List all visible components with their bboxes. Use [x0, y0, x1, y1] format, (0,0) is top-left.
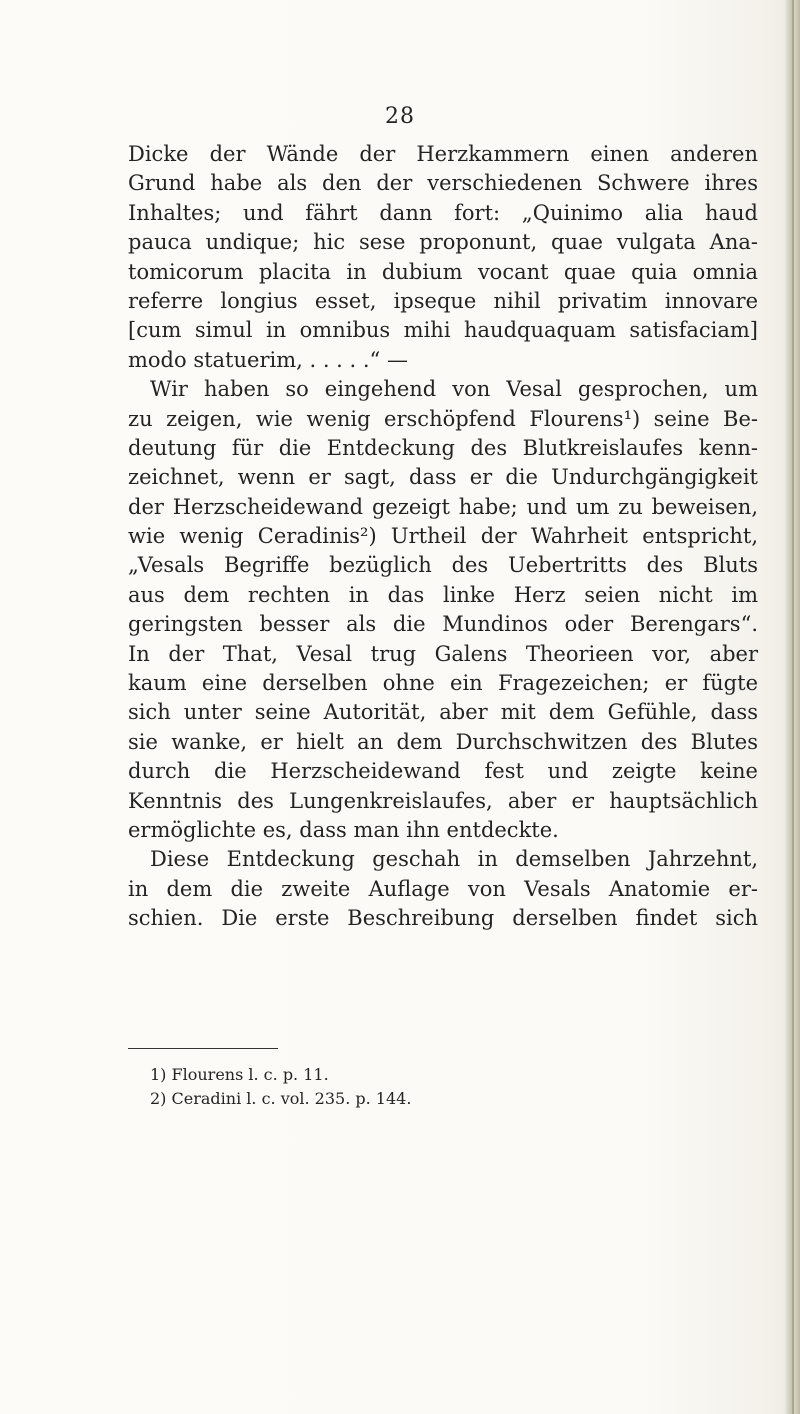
body-text: [128, 140, 758, 934]
footnote-marker: 1): [150, 1065, 167, 1084]
text-line: wie wenig Ceradinis²) Urtheil der Wahrheit entspricht,: [128, 524, 758, 549]
text-line: pauca undique; hic sese proponunt, quae vulgata Ana-: [128, 230, 758, 255]
footnote-separator: [128, 1048, 278, 1049]
text-line: Kenntnis des Lungenkreislaufes, aber er hauptsächlich: [128, 788, 758, 813]
text-line: „Vesals Begriffe bezüglich des Uebertritts des Bluts: [128, 553, 758, 578]
text-line: deutung für die Entdeckung des Blutkreislaufes kenn-: [128, 435, 758, 460]
footnote-text: Flourens l. c. p. 11.: [171, 1065, 329, 1084]
footnote-1: [150, 1063, 650, 1087]
text-line: tomicorum placita in dubium vocant quae quia omnia: [128, 259, 758, 284]
text-line: der Herzscheidewand gezeigt habe; und um zu beweisen,: [128, 494, 758, 519]
footnote-text: Ceradini l. c. vol. 235. p. 144.: [171, 1089, 412, 1108]
text-line: modo statuerim, . . . . .“ —: [128, 347, 408, 372]
text-line: zeichnet, wenn er sagt, dass er die Undurchgängigkeit: [128, 465, 758, 490]
page-number: 28: [385, 104, 415, 129]
footnotes: [150, 1063, 650, 1111]
text-line: Diese Entdeckung geschah in demselben Jahrzehnt,: [150, 847, 758, 872]
text-line: kaum eine derselben ohne ein Fragezeichen; er fügte: [128, 671, 758, 696]
text-line: geringsten besser als die Mundinos oder Berengars“.: [128, 612, 758, 637]
text-line: sie wanke, er hielt an dem Durchschwitzen des Blutes: [128, 729, 758, 754]
text-line: in dem die zweite Auflage von Vesals Anatomie er-: [128, 876, 758, 901]
text-line: [cum simul in omnibus mihi haudquaquam satisfaciam]: [128, 318, 758, 343]
footnote-marker: 2): [150, 1089, 167, 1108]
text-line: aus dem rechten in das linke Herz seien nicht im: [128, 582, 758, 607]
text-line: schien. Die erste Beschreibung derselben findet sich: [128, 906, 758, 931]
text-line: Dicke der Wände der Herzkammern einen anderen: [128, 142, 758, 166]
text-line: Grund habe als den der verschiedenen Schwere ihres: [128, 171, 758, 196]
footnote-2: [150, 1087, 650, 1111]
text-line: referre longius esset, ipseque nihil privatim innovare: [128, 288, 758, 313]
text-line: sich unter seine Autorität, aber mit dem Gefühle, dass: [128, 700, 758, 725]
text-line: ermöglichte es, dass man ihn entdeckte.: [128, 817, 559, 842]
text-line: zu zeigen, wie wenig erschöpfend Flourens¹) seine Be-: [128, 406, 758, 431]
text-line: In der That, Vesal trug Galens Theorieen vor, aber: [128, 641, 758, 666]
page-edge-line: [792, 0, 794, 1414]
text-line: durch die Herzscheidewand fest und zeigte keine: [128, 759, 758, 784]
text-line: Inhaltes; und fährt dann fort: „Quinimo alia haud: [128, 200, 758, 225]
text-line: Wir haben so eingehend von Vesal gesprochen, um: [150, 377, 758, 402]
